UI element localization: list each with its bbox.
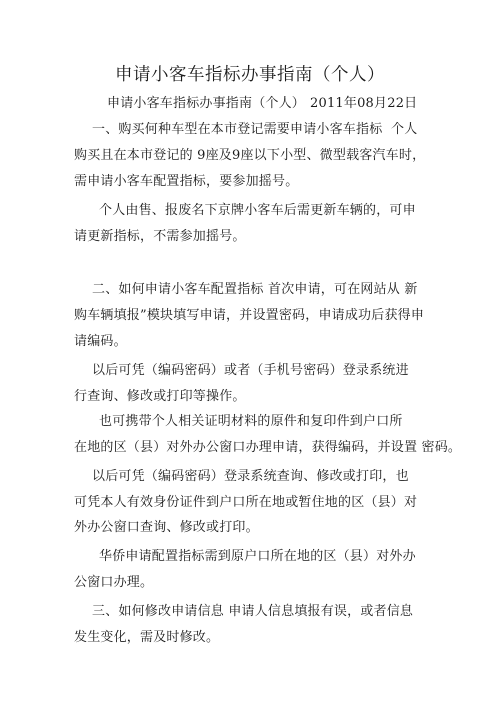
section2-heading-tail: 首次申请，可在网站从 新 (268, 282, 418, 297)
document-date: 2011年08月22日 (310, 96, 418, 111)
document-subtitle: 申请小客车指标办事指南（个人） (107, 96, 306, 111)
section2-line-3: 请编码。 (74, 334, 127, 349)
section1-heading: 一、购买何种车型在本市登记需要申请小客车指标 (92, 122, 383, 137)
section2-line-8: 以后可凭（编码密码）登录系统查询、修改或打印，也 (92, 469, 409, 484)
section2-line-4: 以后可凭（编码密码）或者（手机号密码）登录系统进 (92, 363, 409, 378)
section1-heading-tail: 个人 (391, 122, 418, 137)
section2-line-5: 行查询、修改或打印等操作。 (74, 389, 246, 404)
section2-line-10: 外办公窗口查询、修改或打印。 (74, 520, 259, 535)
section2-line-7: 在地的区（县）对外办公窗口办理申请，获得编码，并设置 密码。 (74, 440, 462, 455)
section2-heading: 二、如何申请小客车配置指标 (92, 282, 264, 297)
section2-line-2: 购车辆填报”模块填写申请，并设置密码，申请成功后获得申 (74, 308, 425, 323)
section2-line-6: 也可携带个人相关证明材料的原件和复印件到户口所 (99, 414, 403, 429)
section3-line-2: 发生变化，需及时修改。 (74, 630, 220, 645)
section2-line-12: 公窗口办理。 (74, 575, 154, 590)
section2-line-11: 华侨申请配置指标需到原户口所在地的区（县）对外办 (99, 549, 416, 564)
document-title: 申请小客车指标办事指南（个人） (115, 65, 385, 85)
section3-heading: 三、如何修改申请信息 申请人信息填报有误，或者信息 (92, 604, 414, 619)
section1-line-2: 购买且在本市登记的 9座及9座以下小型、微型载客汽车时， (74, 148, 426, 163)
section1-line-3: 需申请小客车配置指标，要参加摇号。 (74, 174, 299, 189)
section2-line-9: 可凭本人有效身份证件到户口所在地或暂住地的区（县）对 (74, 495, 418, 510)
section1-line-4: 个人由售、报废名下京牌小客车后需更新车辆的，可申 (99, 203, 416, 218)
section1-line-5: 请更新指标，不需参加摇号。 (74, 229, 246, 244)
